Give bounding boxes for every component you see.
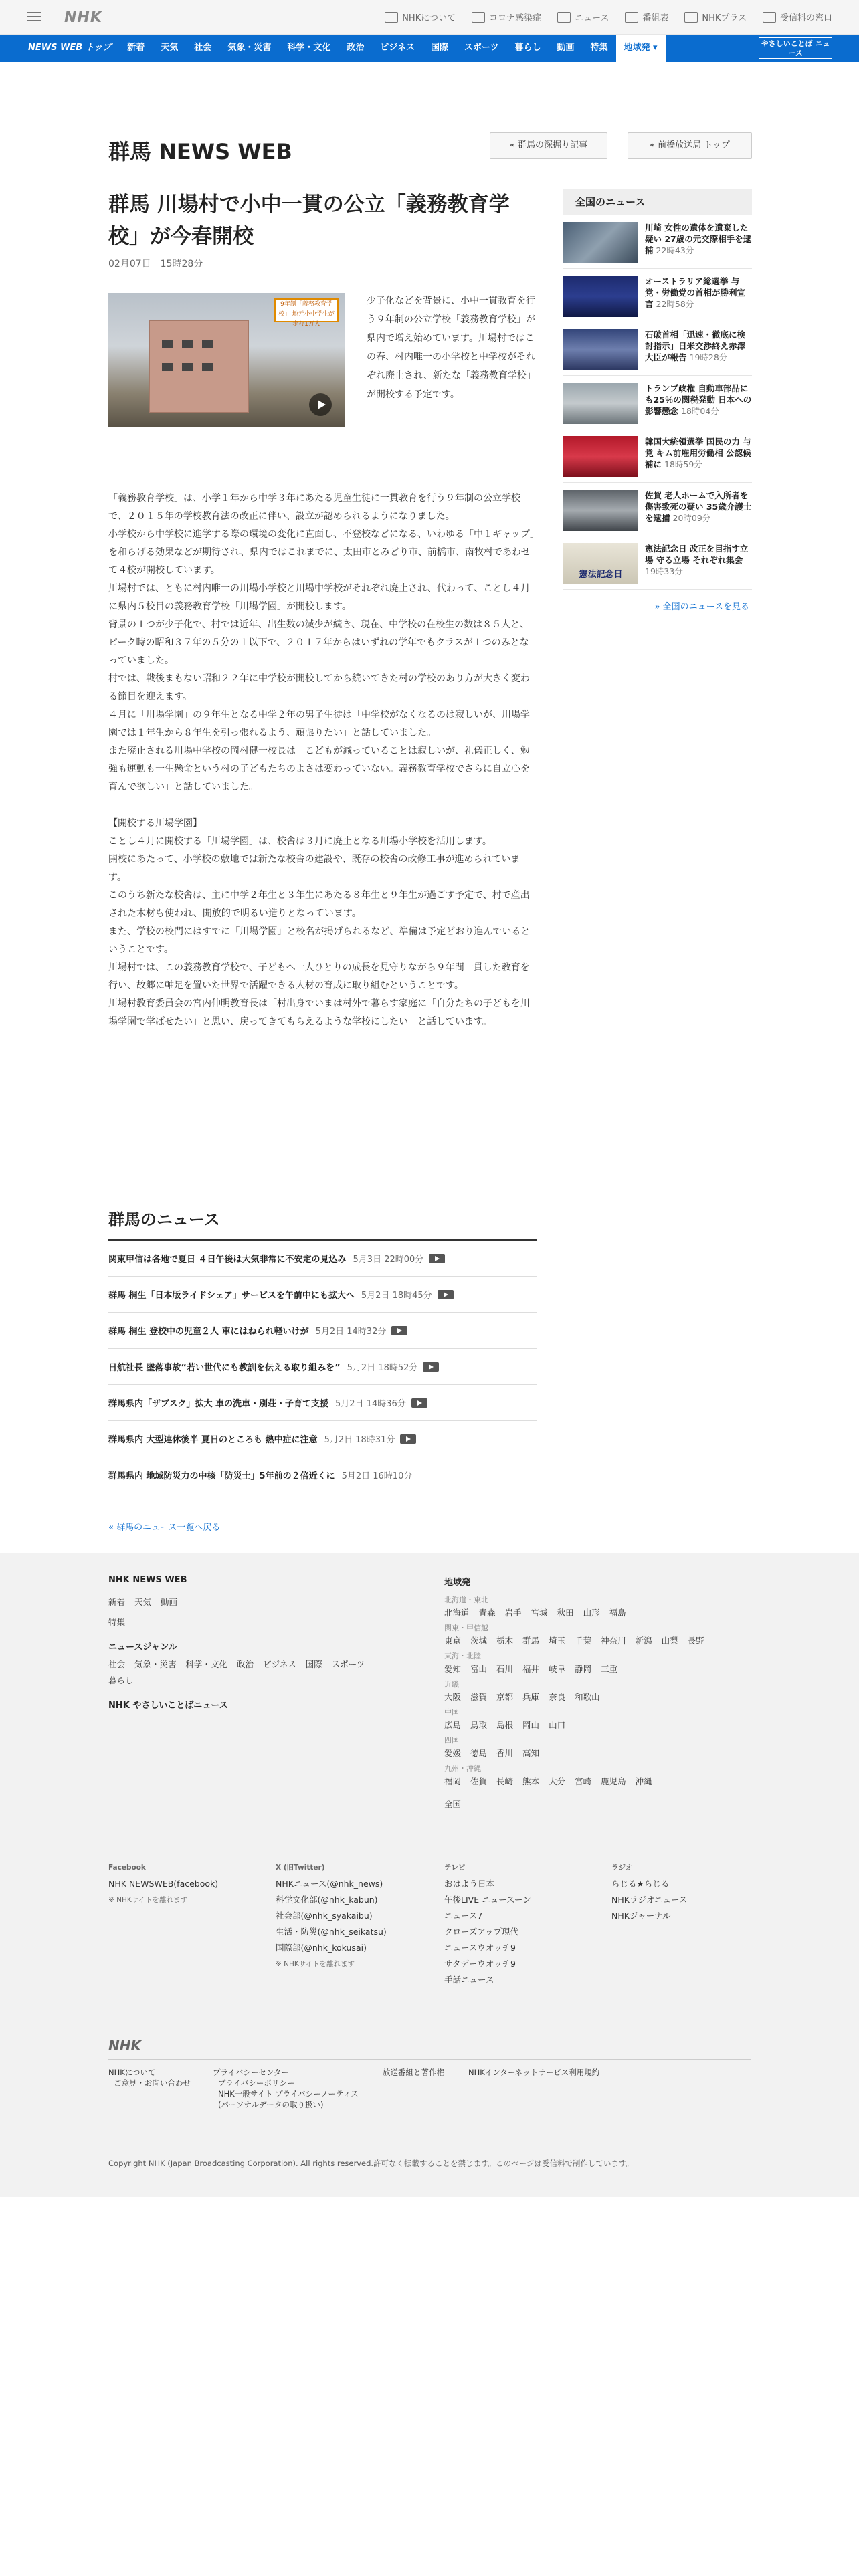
nav-life[interactable]: 暮らし bbox=[514, 43, 541, 53]
local-news-item[interactable] bbox=[108, 1385, 537, 1421]
pref-link[interactable]: 愛媛 bbox=[444, 1748, 462, 1758]
tv-icon bbox=[684, 12, 698, 23]
footer-genres bbox=[108, 1656, 416, 1689]
region-prefs bbox=[444, 1605, 752, 1621]
toplink-program[interactable] bbox=[625, 11, 668, 23]
pref-link[interactable]: 青森 bbox=[478, 1608, 496, 1618]
news-date: 5月2日 16時10分 bbox=[341, 1471, 413, 1481]
footer-divider bbox=[108, 2059, 751, 2060]
article-paragraph: 川場村では、この義務教育学校で、子どもへ一人ひとりの成長を見守りながら９年間一貫した教育を行い、故郷に軸足を置いた世界で活躍できる人材の育成に取り組むということです。 bbox=[108, 962, 530, 991]
video-icon bbox=[400, 1434, 416, 1444]
main-nav bbox=[0, 35, 859, 62]
footer-bottom-link[interactable]: プライバシーポリシー bbox=[218, 2078, 295, 2088]
nav-politics[interactable]: 政治 bbox=[347, 43, 365, 53]
sidebar-news-item[interactable] bbox=[563, 215, 752, 269]
region-prefs bbox=[444, 1661, 752, 1677]
news-date: 5月2日 18時45分 bbox=[361, 1291, 432, 1301]
play-icon[interactable] bbox=[309, 393, 332, 416]
local-news-item[interactable] bbox=[108, 1349, 537, 1385]
pref-link[interactable]: 山口 bbox=[549, 1720, 566, 1730]
nav-new[interactable]: 新着 bbox=[127, 43, 145, 53]
news-title[interactable]: 川崎 女性の遺体を遺棄した疑い 27歳の元交際相手を逮捕 bbox=[645, 223, 752, 255]
footer-bottom-link[interactable]: ご意見・お問い合わせ bbox=[114, 2078, 191, 2088]
local-news-item[interactable] bbox=[108, 1457, 537, 1493]
pref-link[interactable]: 島根 bbox=[496, 1720, 514, 1730]
program-list-icon bbox=[625, 12, 638, 23]
footer-link[interactable]: 天気 bbox=[134, 1597, 152, 1607]
pref-link[interactable]: 滋賀 bbox=[470, 1692, 488, 1702]
article-paragraph: ４月に「川場学園」の９年生となる中学２年の男子生徒は「中学校がなくなるのは寂しいが、川場学園では１年生から８年生を引っ張れるよう、頑張りたい」と話していました。 bbox=[108, 710, 530, 738]
pref-link[interactable]: 佐賀 bbox=[470, 1776, 488, 1786]
article-paragraph: 背景の１つが少子化で、村では近年、出生数の減少が続き、現在、中学校の在校生の数は８５人と、ピーク時の昭和３７年の５分の１以下で、２０１７年からはいずれの学年でもクラスが１つのみとなっていました。 bbox=[108, 619, 530, 666]
x-title: X (旧Twitter) bbox=[276, 1864, 325, 1872]
toplink-about[interactable] bbox=[385, 11, 456, 23]
footer-region-title: 地域発 bbox=[444, 1578, 471, 1588]
pref-link[interactable]: 愛知 bbox=[444, 1664, 462, 1674]
news-title[interactable]: 韓国大統領選挙 国民の力 与党 キム前雇用労働相 公認候補に bbox=[645, 437, 751, 469]
pref-link[interactable]: 宮崎 bbox=[575, 1776, 592, 1786]
news-title[interactable]: 関東甲信は各地で夏日 ４日午後は大気非常に不安定の見込み bbox=[108, 1255, 347, 1265]
radio-link[interactable]: NHKラジオニュース bbox=[611, 1895, 688, 1905]
top-links bbox=[385, 11, 832, 23]
toplink-label: 受信料の窓口 bbox=[779, 13, 832, 23]
station-top-button[interactable]: « 前橋放送局 トップ bbox=[628, 132, 752, 159]
news-thumbnail[interactable] bbox=[563, 222, 638, 263]
top-bar bbox=[0, 0, 859, 35]
news-title[interactable]: オーストラリア総選挙 与党・労働党の首相が勝利宣言 bbox=[645, 276, 746, 309]
footer-nhk-logo[interactable]: NHK bbox=[108, 2038, 141, 2054]
pref-link[interactable]: 兵庫 bbox=[522, 1692, 540, 1702]
pref-link[interactable]: 福島 bbox=[609, 1608, 626, 1618]
news-thumbnail[interactable] bbox=[563, 329, 638, 370]
news-date: 5月2日 14時36分 bbox=[335, 1399, 406, 1409]
news-thumbnail[interactable] bbox=[563, 543, 638, 584]
footer-bottom-link[interactable]: NHKインターネットサービス利用規約 bbox=[468, 2068, 600, 2077]
footer-row1 bbox=[108, 1594, 416, 1610]
toplink-label: NHKについて bbox=[402, 13, 456, 23]
nav-region[interactable]: 地域発 ▾ bbox=[616, 35, 666, 62]
pref-link[interactable]: 群馬 bbox=[522, 1636, 540, 1646]
region-area: 四国 bbox=[444, 1736, 459, 1745]
article-paragraph: 「義務教育学校」は、小学１年から中学３年にあたる児童生徒に一貫教育を行う９年制の公立学校で、２０１５年の学校教育法の改正に伴い、設立が認められるようになりました。 bbox=[108, 493, 520, 522]
sidebar-news-item[interactable] bbox=[563, 376, 752, 429]
article-paragraph: ことし４月に開校する「川場学園」は、校舎は３月に廃止となる川場小学校を活用します。 bbox=[108, 836, 492, 847]
virus-icon bbox=[472, 12, 485, 23]
nav-international[interactable]: 国際 bbox=[430, 43, 448, 53]
sidebar-news-item[interactable] bbox=[563, 536, 752, 590]
nav-society[interactable]: 社会 bbox=[194, 43, 212, 53]
article-paragraph: また廃止される川場中学校の岡村健一校長は「こどもが減っていることは寂しいが、礼儀正しく、勉強も運動も一生懸命という村の子どもたちのよさは変わっていない。義務教育学校でさらに自立心を育んで欲しい」と話していました。 bbox=[108, 746, 530, 792]
news-time: 19時33分 bbox=[645, 566, 683, 576]
news-time: 22時43分 bbox=[656, 245, 694, 255]
nav-weather[interactable]: 天気 bbox=[161, 43, 179, 53]
footer-bottom-link[interactable]: (パーソナルデータの取り扱い) bbox=[218, 2100, 324, 2109]
region-prefs bbox=[444, 1774, 752, 1790]
footer-link[interactable]: スポーツ bbox=[331, 1659, 365, 1669]
pref-link[interactable]: 静岡 bbox=[575, 1664, 592, 1674]
toplink-news[interactable] bbox=[557, 11, 609, 23]
footer-newsweb-title: NHK NEWS WEB bbox=[108, 1575, 187, 1585]
pref-link[interactable]: 福井 bbox=[522, 1664, 540, 1674]
news-thumbnail[interactable] bbox=[563, 383, 638, 424]
footer-newsweb bbox=[108, 1575, 416, 1711]
pref-link[interactable]: 山形 bbox=[583, 1608, 600, 1618]
footer-link[interactable]: 新着 bbox=[108, 1597, 126, 1607]
nav-newsweb-top[interactable]: NEWS WEB トップ bbox=[28, 43, 112, 53]
pref-link[interactable]: 岐阜 bbox=[549, 1664, 566, 1674]
nav-business[interactable]: ビジネス bbox=[380, 43, 415, 53]
region-area: 近畿 bbox=[444, 1680, 459, 1689]
pref-link[interactable]: 京都 bbox=[496, 1692, 514, 1702]
tv-title: テレビ bbox=[444, 1864, 466, 1872]
article-paragraph: このうち新たな校舎は、主に中学２年生と３年生にあたる８年生と９年生が過ごす予定で、村で産出された木材も使われ、開放的で明るい造りとなっています。 bbox=[108, 890, 530, 919]
pref-link[interactable]: 山梨 bbox=[661, 1636, 678, 1646]
news-thumbnail[interactable] bbox=[563, 276, 638, 317]
footer-link[interactable]: 暮らし bbox=[108, 1675, 134, 1685]
region-prefs bbox=[444, 1689, 752, 1705]
x-link[interactable]: 科学文化部(@nhk_kabun) bbox=[276, 1895, 378, 1905]
back-to-local-list-link[interactable]: « 群馬のニュース一覧へ戻る bbox=[108, 1523, 221, 1533]
footer-bottom-link[interactable]: プライバシーセンター bbox=[213, 2068, 289, 2077]
article bbox=[108, 189, 537, 1031]
pref-link[interactable]: 沖縄 bbox=[635, 1776, 652, 1786]
copyright: Copyright NHK (Japan Broadcasting Corporation). All rights reserved.許可なく転載することを禁じます。このページは受信料で制作しています。 bbox=[108, 2159, 634, 2168]
pref-link[interactable]: 広島 bbox=[444, 1720, 462, 1730]
nhk-icon bbox=[385, 12, 398, 23]
window bbox=[182, 340, 193, 348]
national-news-sidebar bbox=[563, 189, 752, 612]
facebook-link[interactable]: NHK NEWSWEB(facebook) bbox=[108, 1879, 219, 1889]
news-time: 18時04分 bbox=[681, 406, 719, 416]
footer-bottom-col4 bbox=[468, 2067, 656, 2078]
page-title: 群馬 NEWS WEB bbox=[108, 139, 292, 165]
video-icon bbox=[391, 1326, 407, 1335]
news-date: 5月2日 14時32分 bbox=[315, 1327, 387, 1337]
news-title[interactable]: 日航社長 墜落事故“若い世代にも教訓を伝える取り組みを” bbox=[108, 1363, 341, 1373]
news-time: 18時59分 bbox=[664, 459, 702, 469]
footer-link[interactable]: 社会 bbox=[108, 1659, 126, 1669]
footer-radio bbox=[611, 1860, 759, 1924]
local-news-item[interactable] bbox=[108, 1421, 537, 1457]
video-icon bbox=[438, 1290, 454, 1299]
footer-bottom-link[interactable]: NHKについて bbox=[108, 2068, 156, 2077]
hamburger-menu-icon[interactable] bbox=[27, 9, 41, 23]
region-prefs bbox=[444, 1745, 752, 1761]
footer-link[interactable]: 政治 bbox=[237, 1659, 254, 1669]
pref-link[interactable]: 長野 bbox=[687, 1636, 704, 1646]
footer-genre-title: ニュースジャンル bbox=[108, 1642, 177, 1652]
article-paragraph: 開校にあたって、小学校の敷地では新たな校舎の建設や、既存の校舎の改修工事が進められています。 bbox=[108, 854, 520, 883]
footer-link[interactable]: 気象・災害 bbox=[134, 1659, 177, 1669]
pref-link[interactable]: 東京 bbox=[444, 1636, 462, 1646]
footer-easy-link[interactable]: NHK やさしいことばニュース bbox=[108, 1701, 228, 1711]
local-news bbox=[108, 1206, 537, 1602]
pref-link[interactable]: 熊本 bbox=[522, 1776, 540, 1786]
tv-link[interactable]: ニュースウオッチ9 bbox=[444, 1943, 516, 1953]
pref-link[interactable]: 茨城 bbox=[470, 1636, 488, 1646]
local-news-item[interactable] bbox=[108, 1241, 537, 1277]
region-all-link[interactable]: 全国 bbox=[444, 1799, 462, 1809]
nav-disaster[interactable]: 気象・災害 bbox=[227, 43, 272, 53]
footer-link[interactable]: 科学・文化 bbox=[185, 1659, 228, 1669]
region-prefs bbox=[444, 1717, 752, 1733]
pref-link[interactable]: 大分 bbox=[549, 1776, 566, 1786]
nav-easy-news[interactable]: やさしいことば ニュース bbox=[759, 37, 832, 59]
news-time: 20時09分 bbox=[672, 513, 711, 523]
article-video-thumbnail[interactable] bbox=[108, 293, 345, 427]
toplink-corona[interactable] bbox=[472, 11, 541, 23]
sidebar-title: 全国のニュース bbox=[563, 189, 752, 215]
sidebar-news-item[interactable] bbox=[563, 483, 752, 536]
news-icon bbox=[557, 12, 571, 23]
footer-regions bbox=[444, 1575, 752, 1812]
article-paragraph: 小学校から中学校に進学する際の環境の変化に直面し、不登校などになる、いわゆる「中１ギャップ」を和らげる効果などが期待され、県内ではこれまでに、太田市とみどり市、前橋市、南牧村であわせて４校が開校しています。 bbox=[108, 529, 535, 576]
pref-link[interactable]: 和歌山 bbox=[575, 1692, 600, 1702]
news-title[interactable]: トランプ政権 自動車部品にも25％の関税発動 日本への影響懸念 bbox=[645, 383, 752, 416]
news-thumbnail[interactable] bbox=[563, 436, 638, 477]
radio-title: ラジオ bbox=[611, 1864, 633, 1872]
window bbox=[162, 363, 173, 371]
local-news-item[interactable] bbox=[108, 1313, 537, 1349]
article-date: 02月07日 15時28分 bbox=[108, 259, 203, 270]
article-paragraph: 川場村では、ともに村内唯一の川場小学校と川場中学校がそれぞれ廃止され、代わって、ことし４月に県内５校目の義務教育学校「川場学園」が開校します。 bbox=[108, 583, 531, 612]
footer-tokushu[interactable]: 特集 bbox=[108, 1617, 126, 1627]
sidebar-news-item[interactable] bbox=[563, 269, 752, 322]
x-link[interactable]: 国際部(@nhk_kokusai) bbox=[276, 1943, 367, 1953]
pref-link[interactable]: 大阪 bbox=[444, 1692, 462, 1702]
nav-science[interactable]: 科学・文化 bbox=[287, 43, 331, 53]
article-lead-text: 少子化などを背景に、小中一貫教育を行う９年制の公立学校「義務教育学校」が県内で増え始めています。川場村ではこの春、村内唯一の小学校と中学校がそれぞれ廃止され、新たな「義務教育学校」が開校する予定です。 bbox=[367, 296, 536, 400]
document-icon bbox=[763, 12, 776, 23]
video-icon bbox=[423, 1362, 439, 1372]
pref-link[interactable]: 鳥取 bbox=[470, 1720, 488, 1730]
tv-link[interactable]: おはよう日本 bbox=[444, 1879, 495, 1889]
toplink-fee[interactable] bbox=[763, 11, 832, 23]
pref-link[interactable]: 三重 bbox=[601, 1664, 618, 1674]
pref-link[interactable]: 神奈川 bbox=[601, 1636, 626, 1646]
deep-articles-button[interactable]: « 群馬の深掘り記事 bbox=[490, 132, 607, 159]
region-area: 北海道・東北 bbox=[444, 1596, 488, 1604]
tv-link[interactable]: 手話ニュース bbox=[444, 1975, 494, 1985]
pref-link[interactable]: 宮城 bbox=[531, 1608, 548, 1618]
tv-link[interactable]: サタデーウオッチ9 bbox=[444, 1959, 516, 1969]
nav-video[interactable]: 動画 bbox=[557, 43, 575, 53]
external-note: ※ NHKサイトを離れます bbox=[108, 1896, 188, 1904]
pref-link[interactable]: 千葉 bbox=[575, 1636, 592, 1646]
toplink-label: NHKプラス bbox=[702, 13, 747, 23]
x-link[interactable]: 生活・防災(@nhk_seikatsu) bbox=[276, 1927, 387, 1937]
local-news-item[interactable] bbox=[108, 1277, 537, 1313]
x-link[interactable]: 社会部(@nhk_syakaibu) bbox=[276, 1911, 373, 1921]
region-area: 関東・甲信越 bbox=[444, 1624, 488, 1632]
nhk-logo[interactable]: NHK bbox=[64, 9, 102, 26]
local-news-title: 群馬のニュース bbox=[108, 1206, 537, 1241]
radio-link[interactable]: NHKジャーナル bbox=[611, 1911, 671, 1921]
pref-link[interactable]: 奈良 bbox=[549, 1692, 566, 1702]
region-prefs bbox=[444, 1633, 752, 1649]
footer-facebook bbox=[108, 1860, 269, 1908]
tv-link[interactable]: クローズアップ現代 bbox=[444, 1927, 519, 1937]
pref-link[interactable]: 長崎 bbox=[496, 1776, 514, 1786]
footer-link[interactable]: ビジネス bbox=[263, 1659, 296, 1669]
tv-link[interactable]: 午後LIVE ニュースーン bbox=[444, 1895, 531, 1905]
news-title[interactable]: 群馬県内 大型連休後半 夏日のところも 熱中症に注意 bbox=[108, 1435, 318, 1445]
pref-link[interactable]: 鹿児島 bbox=[601, 1776, 626, 1786]
news-time: 22時58分 bbox=[656, 299, 694, 309]
footer-link[interactable]: 動画 bbox=[161, 1597, 178, 1607]
pref-link[interactable]: 岡山 bbox=[522, 1720, 540, 1730]
news-title[interactable]: 佐賀 老人ホームで入所者を傷害致死の疑い 35歳介護士を逮捕 bbox=[645, 490, 752, 523]
region-area: 九州・沖縄 bbox=[444, 1764, 481, 1773]
news-title[interactable]: 群馬 桐生 登校中の児童２人 車にはねられ軽いけが bbox=[108, 1327, 309, 1337]
pref-link[interactable]: 高知 bbox=[522, 1748, 540, 1758]
footer-bottom-col3 bbox=[383, 2067, 476, 2078]
footer-x bbox=[276, 1860, 436, 1972]
sidebar-news-item[interactable] bbox=[563, 322, 752, 376]
pref-link[interactable]: 岩手 bbox=[504, 1608, 522, 1618]
sidebar-news-item[interactable] bbox=[563, 429, 752, 483]
news-date: 5月3日 22時00分 bbox=[353, 1255, 424, 1265]
national-news-more-link[interactable]: » 全国のニュースを見る bbox=[654, 602, 749, 612]
news-time: 19時28分 bbox=[689, 352, 728, 362]
article-subheading: 【開校する川場学園】 bbox=[108, 818, 202, 829]
pref-link[interactable]: 福岡 bbox=[444, 1776, 462, 1786]
article-paragraph: また、学校の校門にはすでに「川場学園」と校名が掲げられるなど、準備は予定どおり進んでいるということです。 bbox=[108, 926, 531, 955]
pref-link[interactable]: 富山 bbox=[470, 1664, 488, 1674]
pref-link[interactable]: 埼玉 bbox=[549, 1636, 566, 1646]
footer-bottom-col2 bbox=[213, 2067, 387, 2110]
news-title[interactable]: 石破首相「迅速・徹底に検討指示」日米交渉終え赤澤大臣が報告 bbox=[645, 330, 746, 362]
footer-bottom-link[interactable]: 放送番組と著作権 bbox=[383, 2068, 444, 2077]
footer-bottom-link[interactable]: NHK一般サイト プライバシーノーティス bbox=[218, 2089, 359, 2099]
region-area: 中国 bbox=[444, 1708, 459, 1717]
footer bbox=[0, 1553, 859, 2197]
news-title[interactable]: 群馬県内「ザブスク」拡大 車の洗車・別荘・子育て支援 bbox=[108, 1399, 329, 1409]
external-note: ※ NHKサイトを離れます bbox=[276, 1960, 355, 1968]
news-thumbnail[interactable] bbox=[563, 490, 638, 531]
pref-link[interactable]: 新潟 bbox=[635, 1636, 652, 1646]
pref-link[interactable]: 秋田 bbox=[557, 1608, 574, 1618]
pref-link[interactable]: 香川 bbox=[496, 1748, 514, 1758]
x-link[interactable]: NHKニュース(@nhk_news) bbox=[276, 1879, 383, 1889]
article-headline: 群馬 川場村で小中一貫の公立「義務教育学校」が今春開校 bbox=[108, 193, 510, 249]
nav-feature[interactable]: 特集 bbox=[590, 43, 608, 53]
news-title[interactable]: 群馬 桐生「日本版ライドシェア」サービスを午前中にも拡大へ bbox=[108, 1291, 355, 1301]
toplink-label: ニュース bbox=[574, 13, 609, 23]
news-title[interactable]: 憲法記念日 改正を目指す立場 守る立場 それぞれ集会 bbox=[645, 544, 749, 565]
thumbnail-caption: 憲法記念日 bbox=[579, 570, 623, 580]
window bbox=[202, 340, 213, 348]
pref-link[interactable]: 栃木 bbox=[496, 1636, 514, 1646]
footer-bottom-col1 bbox=[108, 2067, 215, 2088]
tv-link[interactable]: ニュース7 bbox=[444, 1911, 483, 1921]
pref-link[interactable]: 北海道 bbox=[444, 1608, 470, 1618]
article-paragraph: 川場村教育委員会の宮内伸明教育長は「村出身でいまは村外で暮らす家庭に「自分たちの子どもを川場学園で学ばせたい」と思い、戻ってきてもらえるような学校にしたい」と話しています。 bbox=[108, 998, 530, 1027]
article-paragraph: 村では、戦後まもない昭和２２年に中学校が開校してから続いてきた村の学校のあり方が大きく変わる節目を迎えます。 bbox=[108, 673, 530, 702]
footer-tv bbox=[444, 1860, 605, 1988]
video-icon bbox=[429, 1254, 445, 1263]
pref-link[interactable]: 徳島 bbox=[470, 1748, 488, 1758]
article-lead bbox=[108, 293, 537, 480]
thumbnail-caption: 9年制「義務教育学校」 地元小中学生が歩む1万人 bbox=[274, 298, 339, 322]
window bbox=[162, 340, 173, 348]
video-icon bbox=[411, 1398, 427, 1408]
pref-link[interactable]: 石川 bbox=[496, 1664, 514, 1674]
toplink-label: コロナ感染症 bbox=[488, 13, 541, 23]
toplink-label: 番組表 bbox=[642, 13, 669, 23]
toplink-nhkplus[interactable] bbox=[684, 11, 747, 23]
radio-link[interactable]: らじる★らじる bbox=[611, 1879, 670, 1889]
window bbox=[182, 363, 193, 371]
region-area: 東海・北陸 bbox=[444, 1652, 481, 1660]
nav-sports[interactable]: スポーツ bbox=[464, 43, 499, 53]
news-date: 5月2日 18時52分 bbox=[347, 1363, 418, 1373]
window bbox=[202, 363, 213, 371]
news-title[interactable]: 群馬県内 地域防災力の中核「防災士」5年前の２倍近くに bbox=[108, 1471, 335, 1481]
news-date: 5月2日 18時31分 bbox=[324, 1435, 395, 1445]
facebook-title: Facebook bbox=[108, 1864, 146, 1872]
article-body bbox=[108, 490, 537, 1031]
footer-link[interactable]: 国際 bbox=[305, 1659, 322, 1669]
